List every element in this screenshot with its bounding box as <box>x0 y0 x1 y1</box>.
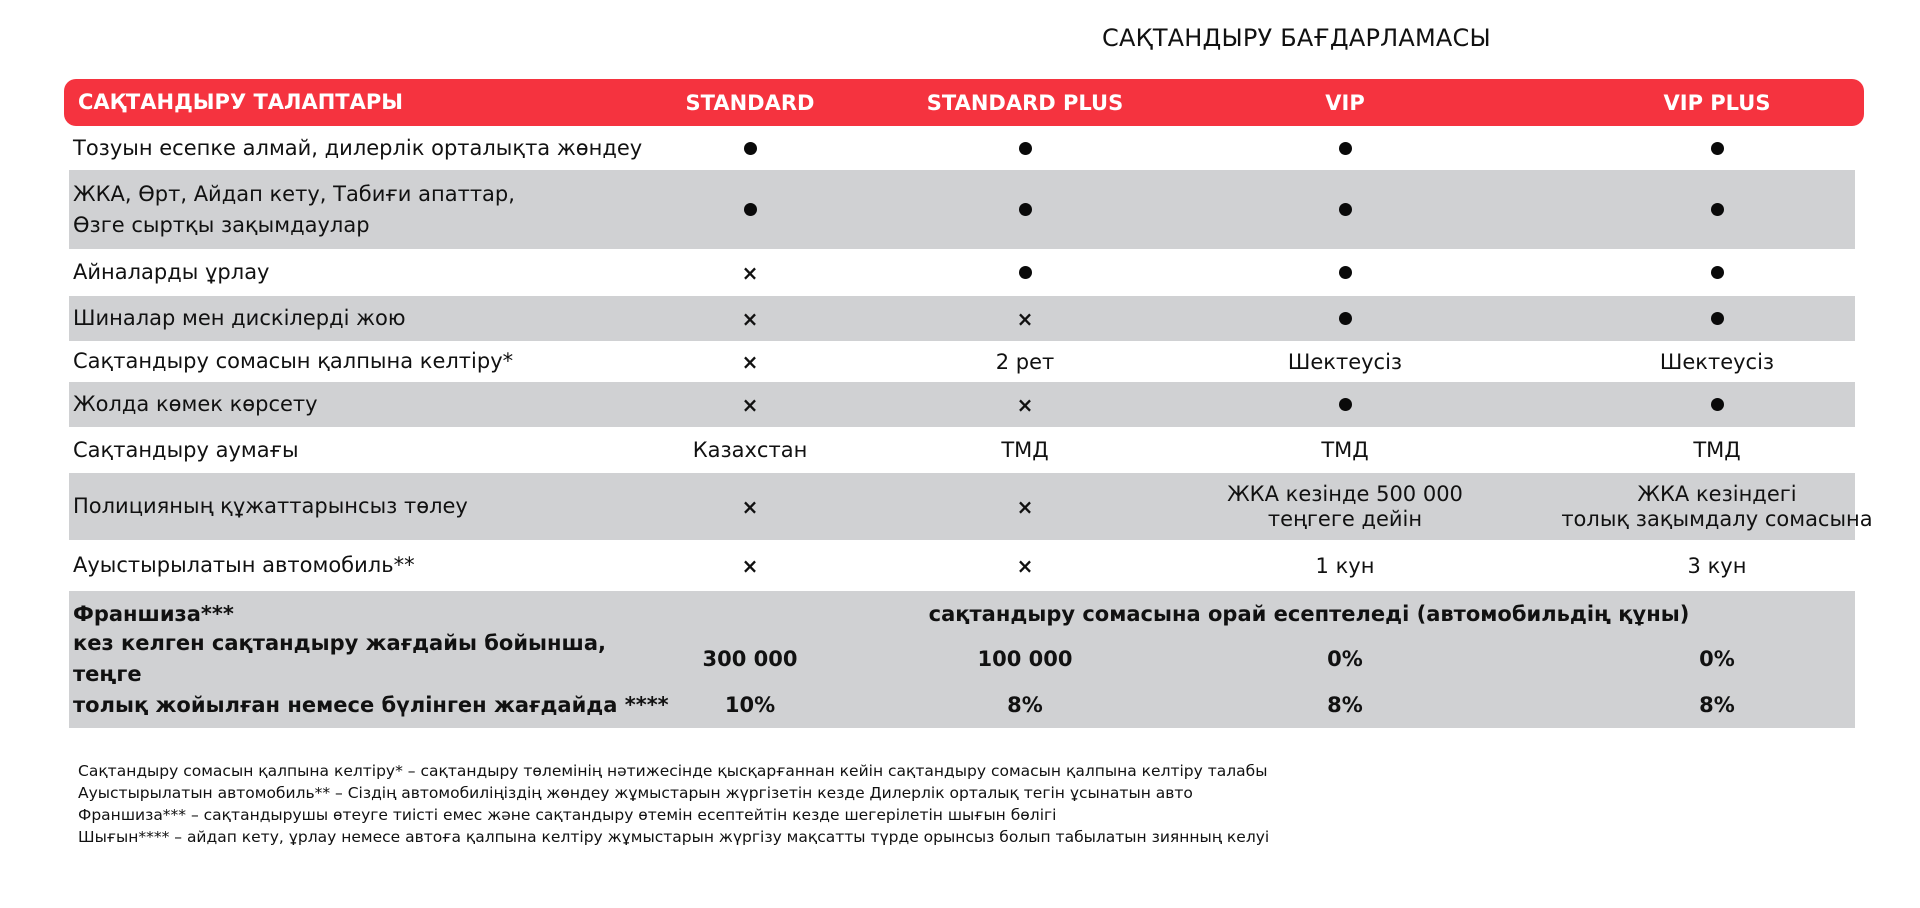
dot-icon <box>744 203 757 216</box>
franchise-value: 100 000 <box>977 647 1073 671</box>
table-row <box>69 382 1855 427</box>
not-included-cross-icon <box>630 341 870 382</box>
table-row <box>69 427 1855 473</box>
cell-value: ТМД <box>1001 438 1049 462</box>
franchise-value: 8% <box>1327 693 1363 717</box>
table-row <box>69 341 1855 382</box>
dot-icon <box>1019 142 1032 155</box>
cell-value: 2 рет <box>995 349 1055 374</box>
row-label: Жолда көмек көрсету <box>73 392 318 416</box>
included-dot-icon <box>630 170 870 249</box>
cell-value: Казахстан <box>692 438 808 462</box>
included-dot-icon <box>1195 170 1495 249</box>
table-row <box>69 249 1855 296</box>
included-dot-icon <box>630 126 870 170</box>
row-label: Полицияның құжаттарынсыз төлеу <box>73 494 468 518</box>
cross-icon: × <box>1016 392 1034 417</box>
row-label: Сақтандыру сомасын қалпына келтіру* <box>73 349 514 373</box>
franchise-section <box>69 591 1855 728</box>
program-title: САҚТАНДЫРУ БАҒДАРЛАМАСЫ <box>1102 24 1491 52</box>
included-dot-icon <box>1195 249 1495 296</box>
table-row <box>69 473 1873 540</box>
row-label: ЖКА, Өрт, Айдап кету, Табиғи апаттар, Өзге сыртқы зақымдаулар <box>73 181 515 237</box>
included-dot-icon <box>1527 249 1907 296</box>
not-included-cross-icon <box>630 540 870 591</box>
cross-icon: × <box>1016 494 1034 519</box>
dot-icon <box>1339 266 1352 279</box>
footnote: Франшиза*** – сақтандырушы өтеуге тиісті емес және сақтандыру өтемін есептейтін кезде шегерілетін шығын бөлігі <box>78 806 1057 824</box>
included-dot-icon <box>1195 296 1495 341</box>
header-vip: VIP <box>1325 90 1365 115</box>
table-row <box>69 126 1855 170</box>
table-row <box>69 296 1855 341</box>
dot-icon <box>1711 266 1724 279</box>
footnote: Сақтандыру сомасын қалпына келтіру* – сақтандыру төлемінің нәтижесінде қысқарғаннан кейін сақтандыру сомасын қалпына келтіру талабы <box>78 762 1268 780</box>
franchise-value: 0% <box>1327 647 1363 671</box>
cross-icon: × <box>1016 553 1034 578</box>
cell-value: ТМД <box>1693 438 1741 462</box>
cell-value: 1 кун <box>1315 553 1375 578</box>
footnote: Ауыстырылатын автомобиль** – Сіздің автомобиліңіздің жөндеу жұмыстарын жүргізетін кезде Дилерлік орталық тегін ұсынатын авто <box>78 784 1193 802</box>
included-dot-icon <box>1527 296 1907 341</box>
dot-icon <box>1339 312 1352 325</box>
included-dot-icon <box>1195 382 1495 427</box>
franchise-value: 8% <box>1007 693 1043 717</box>
dot-icon <box>1711 142 1724 155</box>
cell-value: ТМД <box>1321 438 1369 462</box>
franchise-value: 10% <box>724 693 776 717</box>
franchise-line-label: кез келген сақтандыру жағдайы бойынша, теңге <box>73 631 606 686</box>
dot-icon <box>1711 312 1724 325</box>
cell-value: 3 кун <box>1687 553 1747 578</box>
cross-icon: × <box>741 260 759 285</box>
cross-icon: × <box>741 392 759 417</box>
franchise-any-case-row <box>69 631 1855 686</box>
table-body <box>64 126 1873 591</box>
header-standard-plus: STANDARD PLUS <box>926 90 1124 115</box>
not-included-cross-icon <box>905 296 1145 341</box>
franchise-value: 8% <box>1699 693 1735 717</box>
dot-icon <box>744 142 757 155</box>
row-label: Тозуын есепке алмай, дилерлік орталықта жөндеу <box>73 135 643 160</box>
not-included-cross-icon <box>630 249 870 296</box>
header-vip-plus: VIP PLUS <box>1663 90 1771 115</box>
cross-icon: × <box>741 306 759 331</box>
not-included-cross-icon <box>905 540 1145 591</box>
header-label: САҚТАНДЫРУ ТАЛАПТАРЫ <box>78 90 404 114</box>
cross-icon: × <box>741 349 759 374</box>
not-included-cross-icon <box>630 296 870 341</box>
dot-icon <box>1339 398 1352 411</box>
franchise-label: Франшиза*** <box>73 601 234 626</box>
table-row <box>69 540 1855 591</box>
row-label: Ауыстырылатын автомобиль** <box>73 553 415 577</box>
footnotes <box>78 760 1269 848</box>
header-standard: STANDARD <box>685 90 815 115</box>
cell-value: ЖКА кезінде 500 000 теңгеге дейін <box>1227 481 1463 531</box>
not-included-cross-icon <box>630 473 870 540</box>
not-included-cross-icon <box>630 382 870 427</box>
footnote: Шығын**** – айдап кету, ұрлау немесе автоға қалпына келтіру жұмыстарын жүргізу мақсатты түрде орынсыз болып табылатын зиянның келуі <box>78 828 1270 846</box>
franchise-value: 0% <box>1699 647 1735 671</box>
franchise-value: 300 000 <box>702 647 798 671</box>
franchise-line-label: толық жойылған немесе бүлінген жағдайда **** <box>73 692 669 717</box>
cross-icon: × <box>741 494 759 519</box>
included-dot-icon <box>1527 170 1907 249</box>
dot-icon <box>1019 266 1032 279</box>
cross-icon: × <box>741 553 759 578</box>
included-dot-icon <box>1195 126 1495 170</box>
dot-icon <box>1711 203 1724 216</box>
included-dot-icon <box>905 170 1145 249</box>
cross-icon: × <box>1016 306 1034 331</box>
dot-icon <box>1339 203 1352 216</box>
franchise-note: сақтандыру сомасына орай есептеледі (автомобильдің құны) <box>928 602 1690 626</box>
included-dot-icon <box>905 249 1145 296</box>
insurance-table <box>64 79 1873 728</box>
row-label: Сақтандыру аумағы <box>73 437 299 462</box>
dot-icon <box>1711 398 1724 411</box>
not-included-cross-icon <box>905 382 1145 427</box>
row-label: Шиналар мен дискілерді жою <box>73 306 406 330</box>
cell-value: ЖКА кезіндегі толық зақымдалу сомасына <box>1561 481 1873 531</box>
included-dot-icon <box>1527 126 1907 170</box>
table-header <box>64 79 1864 126</box>
dot-icon <box>1019 203 1032 216</box>
dot-icon <box>1339 142 1352 155</box>
cell-value: Шектеусіз <box>1287 349 1403 374</box>
not-included-cross-icon <box>905 473 1145 540</box>
cell-value: Шектеусіз <box>1659 349 1775 374</box>
included-dot-icon <box>905 126 1145 170</box>
included-dot-icon <box>1527 382 1907 427</box>
row-label: Айналарды ұрлау <box>73 260 270 284</box>
franchise-total-loss-row <box>69 685 1855 725</box>
table-row <box>69 170 1855 249</box>
